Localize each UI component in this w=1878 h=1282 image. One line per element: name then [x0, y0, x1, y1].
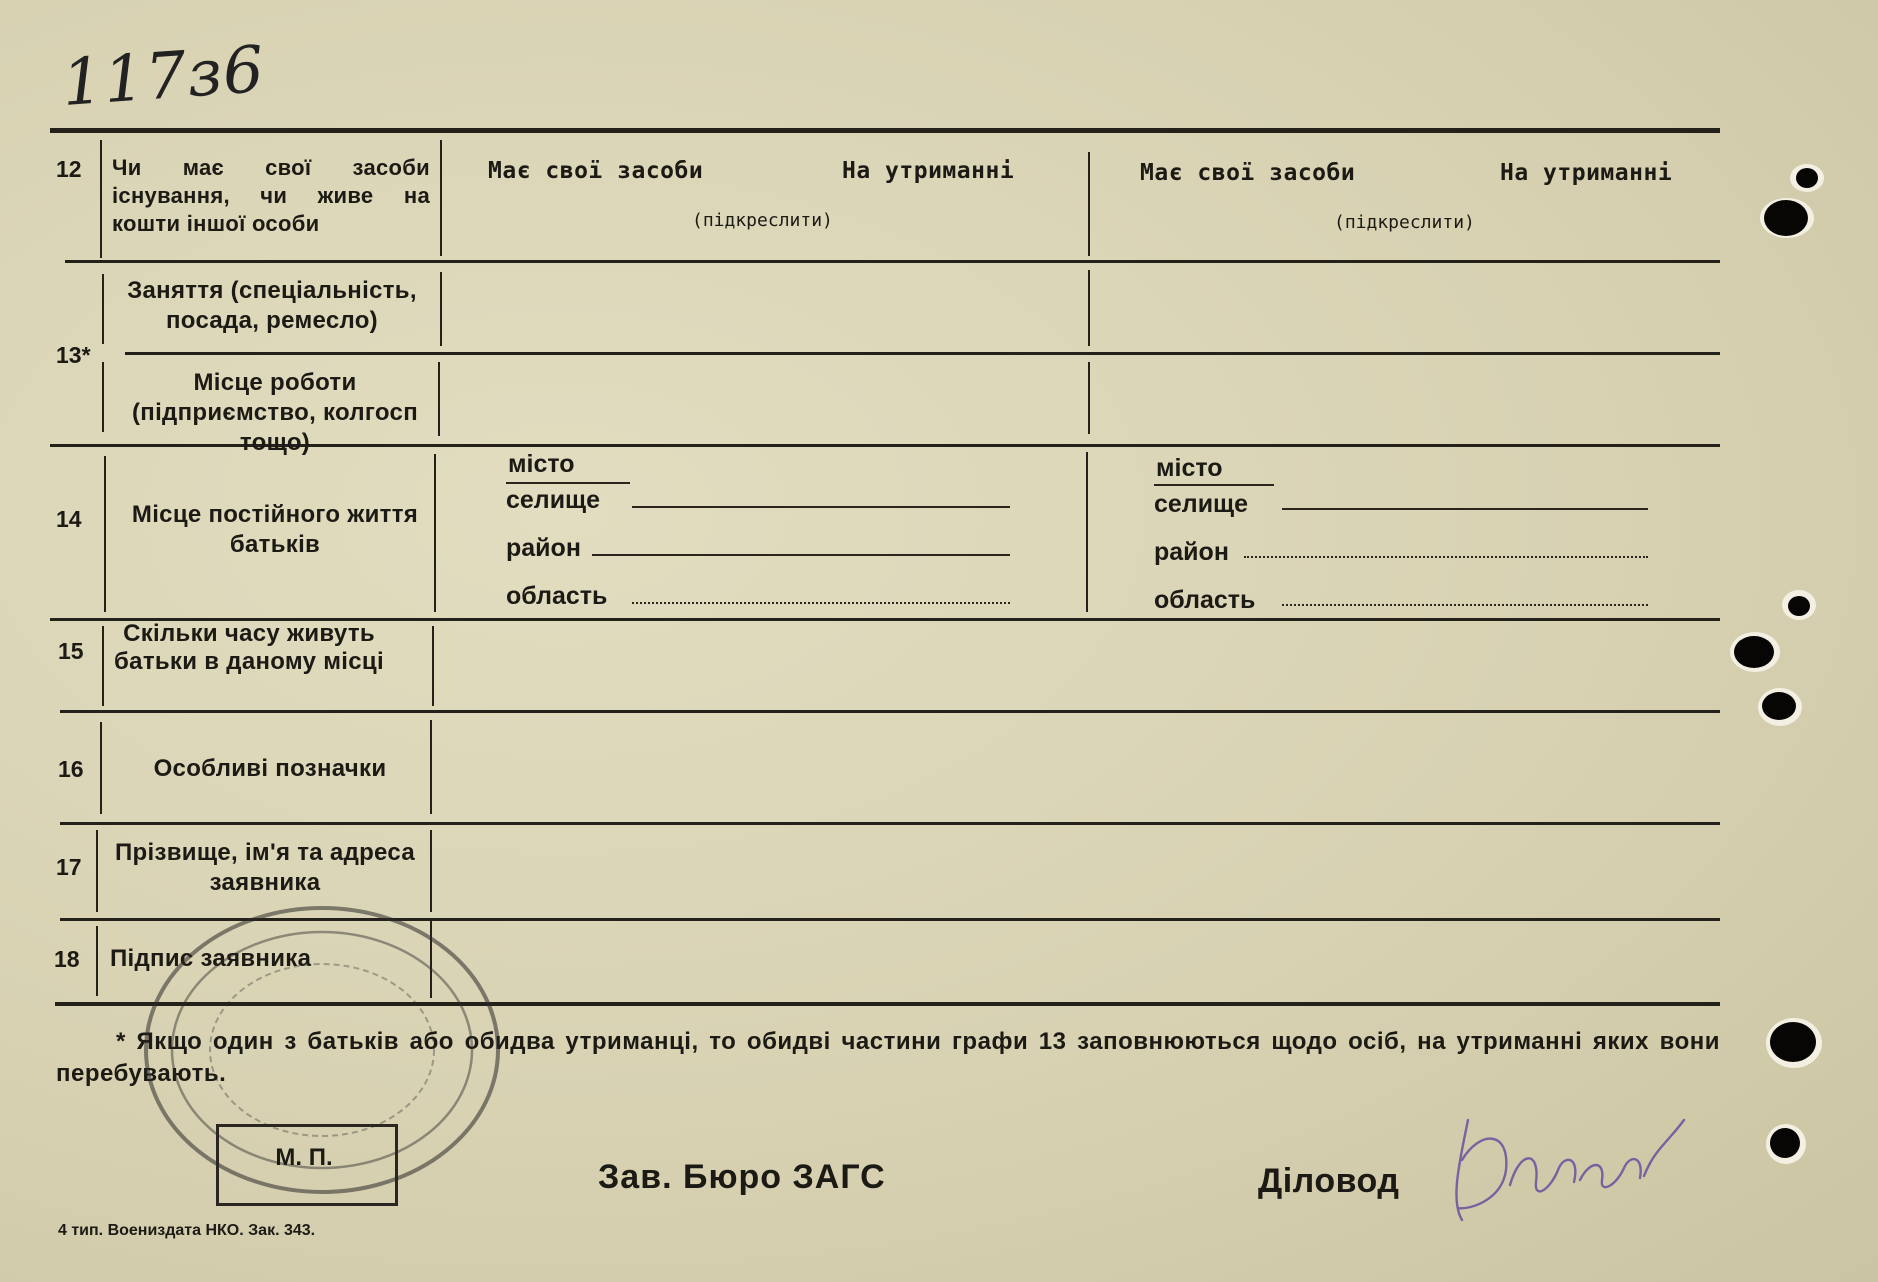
field-region-line-1[interactable]: [632, 602, 1010, 604]
vrule-num-14: [104, 456, 106, 612]
vrule-num-16: [100, 722, 102, 814]
rule-13-split: [125, 352, 1720, 355]
row-number-13: 13*: [56, 342, 91, 368]
row-label-18: Підпис заявника: [110, 945, 312, 972]
punch-hole-4: [1734, 636, 1774, 668]
footnote: * Якщо один з батьків або обидва утриманці, то обидві частини графи 13 заповнюються щодо осіб, на утриманні яких вони перебувають.: [56, 1028, 1720, 1087]
vrule-num-15: [102, 626, 104, 706]
row-number-16: 16: [58, 756, 84, 782]
vrule-num-13b: [102, 362, 104, 432]
vrule-num-13a: [102, 274, 104, 344]
vrule-num-12: [100, 140, 102, 258]
punch-hole-1: [1796, 168, 1818, 188]
handwritten-signature: [1440, 1090, 1690, 1240]
row-label-14: Місце постійного життя батьків: [131, 501, 419, 558]
option-dependent-2[interactable]: На утриманні: [1500, 160, 1673, 186]
row-label-12: Чи має свої засоби існування, чи живе на кошти іншої особи: [112, 155, 430, 236]
instruction-underline-1: (підкреслити): [692, 210, 833, 231]
instruction-underline-2: (підкреслити): [1334, 212, 1475, 233]
handwritten-archive-number: 117з6: [59, 33, 268, 121]
field-village-line-2[interactable]: [1282, 508, 1648, 510]
row-label-13b: Місце роботи (підприємство, колгосп тощо): [132, 369, 418, 456]
vrule-split-13a: [1088, 270, 1090, 346]
row-number-12: 12: [56, 156, 82, 182]
option-dependent-1[interactable]: На утриманні: [842, 158, 1015, 184]
option-own-means-1[interactable]: Має свої засоби: [488, 158, 704, 184]
row-label-17: Прізвище, ім'я та адреса заявника: [115, 839, 415, 896]
field-village-label-2: селище: [1154, 490, 1249, 518]
field-city-label-1: місто: [508, 450, 575, 478]
rule-12-13: [65, 260, 1720, 263]
punch-hole-3: [1788, 596, 1810, 616]
vrule-split-13b: [1088, 362, 1090, 434]
field-district-line-1[interactable]: [592, 554, 1010, 556]
punch-hole-6: [1770, 1022, 1816, 1062]
field-city-line-2[interactable]: [1154, 484, 1274, 486]
rule-16-17: [60, 822, 1720, 825]
punch-hole-2: [1764, 200, 1808, 236]
stamp-box-label: М. П.: [275, 1144, 333, 1171]
rule-top: [50, 128, 1720, 133]
row-number-15: 15: [58, 638, 84, 664]
field-region-label-1: область: [506, 582, 608, 610]
field-village-line-1[interactable]: [632, 506, 1010, 508]
printer-imprint: 4 тип. Воениздата НКО. Зак. 343.: [58, 1222, 316, 1239]
field-city-label-2: місто: [1156, 454, 1223, 482]
signature-clerk-label: Діловод: [1258, 1162, 1400, 1200]
option-own-means-2[interactable]: Має свої засоби: [1140, 160, 1356, 186]
field-city-line-1[interactable]: [506, 482, 630, 484]
vrule-label-12: [440, 140, 442, 256]
punch-hole-7: [1770, 1128, 1800, 1158]
vrule-label-13a: [440, 272, 442, 346]
row-number-17: 17: [56, 854, 82, 880]
row-number-14: 14: [56, 506, 82, 532]
vrule-split-12: [1088, 152, 1090, 256]
field-district-label-2: район: [1154, 538, 1229, 566]
field-district-label-1: район: [506, 534, 581, 562]
vrule-label-13b: [438, 362, 440, 436]
row-label-13a: Заняття (спеціальність, посада, ремесло): [127, 277, 417, 334]
row-label-16: Особливі позначки: [153, 755, 387, 782]
row-label-15: Скільки часу живуть батьки в даному місці: [114, 620, 384, 675]
field-region-label-2: область: [1154, 586, 1256, 614]
vrule-label-15: [432, 626, 434, 706]
rule-15-16: [60, 710, 1720, 713]
field-district-line-2[interactable]: [1244, 556, 1648, 558]
field-village-label-1: селище: [506, 486, 601, 514]
row-number-18: 18: [54, 946, 80, 972]
field-region-line-2[interactable]: [1282, 604, 1648, 606]
signature-head-label: Зав. Бюро ЗАГС: [598, 1158, 886, 1196]
punch-hole-5: [1762, 692, 1796, 720]
vrule-num-18: [96, 926, 98, 996]
vrule-num-17: [96, 830, 98, 912]
vrule-label-16: [430, 720, 432, 814]
vrule-split-14: [1086, 452, 1088, 612]
